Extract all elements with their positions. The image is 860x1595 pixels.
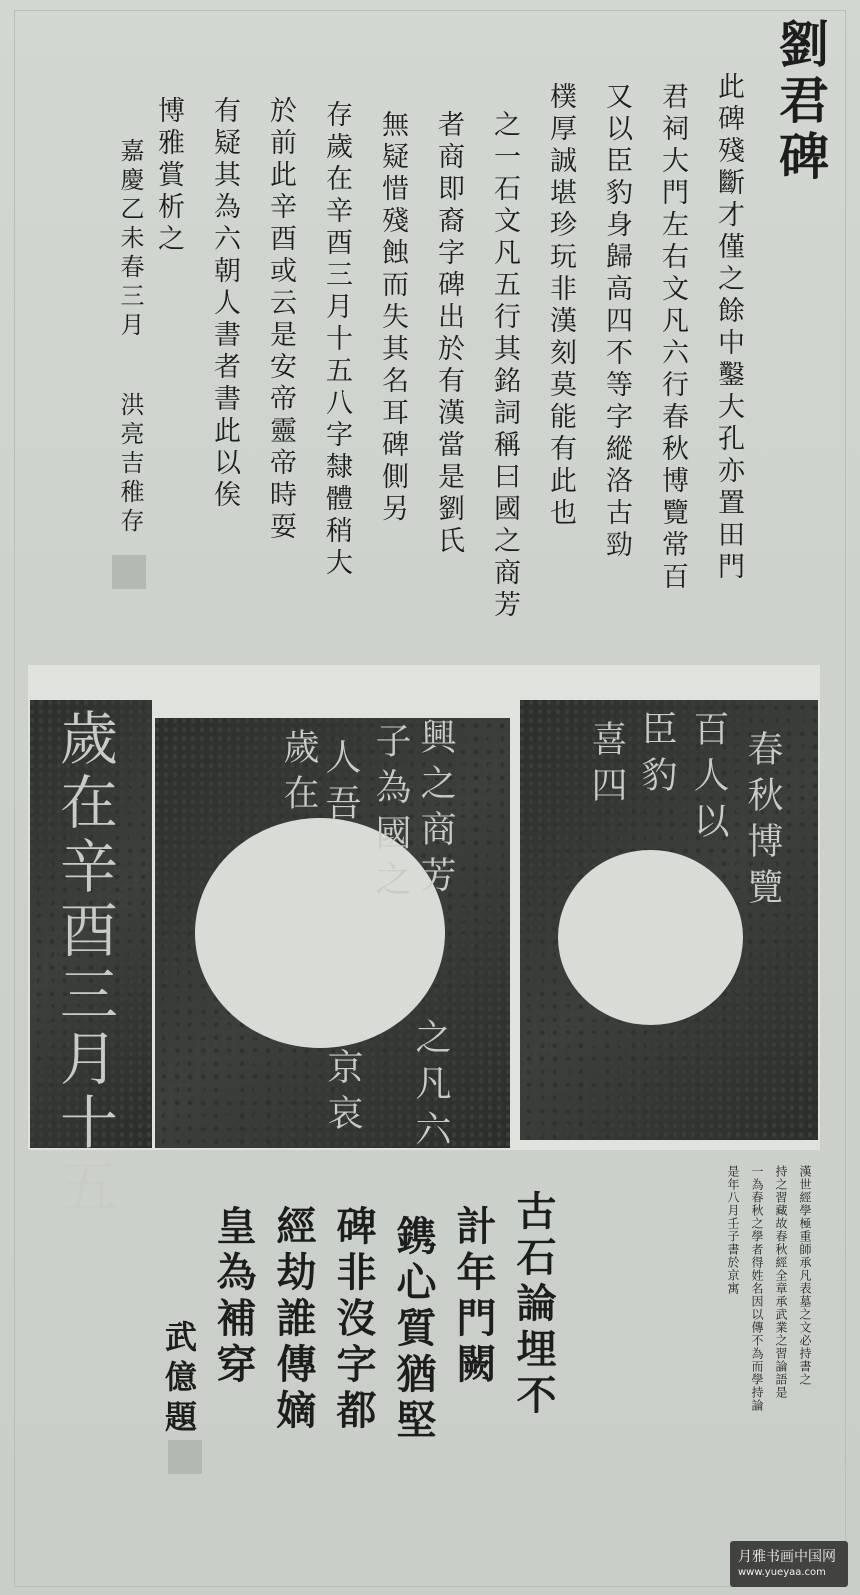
rubbing-middle-text-2: 人吾 xyxy=(320,738,361,830)
poem-column-4: 碑非沒字都 xyxy=(330,1205,377,1435)
rubbing-middle-text-5: 之凡六 xyxy=(410,1018,451,1156)
colophon-column-11: 博雅賞析之 xyxy=(153,96,184,256)
poem-column-1: 古石論埋不 xyxy=(510,1190,557,1420)
colophon-column-10: 有疑其為六朝人書者書此以俟 xyxy=(209,96,240,512)
watermark xyxy=(730,1541,848,1587)
rubbing-side-text: 歲在辛酉三月十五 xyxy=(50,708,118,1220)
colophon-date: 嘉慶乙未春三月 xyxy=(116,138,144,341)
small-inscription-1: 漢世經學極重師承凡表墓之文必持書之 xyxy=(798,1165,812,1386)
small-inscription-3: 一為春秋之學者得姓名因以傳不為而學持論 xyxy=(750,1165,764,1412)
rubbing-side-strip xyxy=(30,700,152,1220)
poem-signature: 武億題 xyxy=(160,1320,198,1440)
colophon-signature: 洪亮吉稚存 xyxy=(116,392,144,537)
poem-column-3: 鎸心質猶堅 xyxy=(390,1215,437,1445)
colophon-column-1: 此碑殘斷才僅之餘中鑿大孔亦置田門 xyxy=(713,72,744,584)
rubbing-right-text-4: 喜四 xyxy=(586,720,627,812)
rubbing-middle-text-1: 歲在 xyxy=(278,728,319,820)
rubbing-right-text-3: 臣豹 xyxy=(636,710,677,802)
rubbing-right-fragment xyxy=(520,700,818,1140)
poem-column-5: 經劫誰傳嫡 xyxy=(270,1205,317,1435)
poem-column-6: 皇為補穿 xyxy=(210,1205,257,1389)
colophon-column-5: 之一石文凡五行其銘詞稱曰國之商芳 xyxy=(489,110,520,622)
rubbing-right-hole xyxy=(558,850,743,1025)
small-inscription-2: 持之習藏故春秋經全章承武業之習論語是 xyxy=(774,1165,788,1399)
rubbing-middle-text-6: 京哀 xyxy=(322,1048,363,1140)
small-inscription-4: 是年八月壬子書於京寓 xyxy=(726,1165,740,1295)
title: 劉君碑 xyxy=(771,18,830,186)
seal-top xyxy=(112,555,146,589)
colophon-column-3: 又以臣豹身歸高四不等字縱洛古勁 xyxy=(601,82,632,562)
rubbing-middle-text-4: 興之商芳 xyxy=(415,718,456,902)
rubbing-middle-text-3: 子為國之 xyxy=(370,722,411,906)
watermark-title: 月雅书画中国网 xyxy=(738,1549,836,1565)
colophon-column-4: 樸厚誠堪珍玩非漢刻莫能有此也 xyxy=(545,82,576,530)
colophon-column-6: 者商即裔字碑出於有漢當是劉氏 xyxy=(433,110,464,558)
rubbing-right-text-1: 春秋博覽 xyxy=(742,730,783,914)
colophon-column-2: 君祠大門左右文凡六行春秋博覽常百 xyxy=(657,82,688,594)
colophon-column-7: 無疑惜殘蝕而失其名耳碑側另 xyxy=(377,110,408,526)
watermark-url: www.yueyaa.com xyxy=(738,1567,826,1578)
seal-bottom xyxy=(168,1440,202,1474)
colophon-column-9: 於前此辛酉或云是安帝靈帝時耍 xyxy=(265,96,296,544)
rubbing-right-text-2: 百人以 xyxy=(688,710,729,848)
colophon-column-8: 存歲在辛酉三月十五八字隸體稍大 xyxy=(321,100,352,580)
rubbing-middle-fragment xyxy=(155,718,510,1156)
poem-column-2: 計年門闕 xyxy=(450,1205,497,1389)
